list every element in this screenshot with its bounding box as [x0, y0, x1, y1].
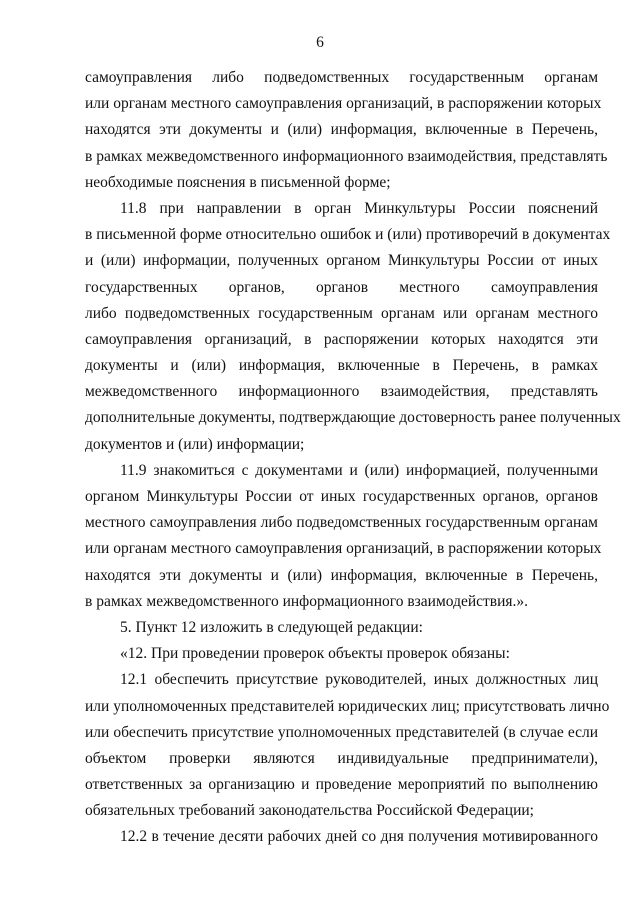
text-line: «12. При проведении проверок объекты проверок обязаны:	[120, 645, 510, 663]
text-line: 5. Пункт 12 изложить в следующей редакции:	[120, 618, 423, 636]
text-line: межведомственного информационного взаимодействия, представлять	[85, 383, 598, 401]
text-line: или органам местного самоуправления организаций, в распоряжении которых	[85, 95, 602, 113]
text-line: документы и (или) информация, включенные в Перечень, в рамках	[85, 357, 598, 375]
text-line: органом Минкультуры России от иных государственных органов, органов	[85, 488, 598, 505]
text-line: обязательных требований законодательства Российской Федерации;	[85, 802, 534, 820]
text-line: находятся эти документы и (или) информация, включенные в Перечень,	[85, 566, 598, 584]
text-line: и (или) информации, полученных органом Минкультуры России от иных	[85, 252, 598, 270]
text-line: в рамках межведомственного информационного взаимодействия.».	[85, 592, 529, 610]
text-line: или обеспечить присутствие уполномоченных представителей (в случае если	[85, 723, 598, 741]
text-line: или уполномоченных представителей юридических лиц; присутствовать лично	[85, 697, 610, 715]
document-body	[85, 65, 621, 851]
text-line: самоуправления организаций, в распоряжении которых находятся эти	[85, 330, 598, 348]
text-line: в письменной форме относительно ошибок и (или) противоречий в документах	[85, 226, 611, 244]
text-line: 11.9 знакомиться с документами и (или) информацией, полученными	[120, 461, 598, 479]
text-line: ответственных за организацию и проведение мероприятий по выполнению	[85, 776, 598, 794]
text-line: 12.2 в течение десяти рабочих дней со дня получения мотивированного	[120, 828, 598, 846]
text-line: 12.1 обеспечить присутствие руководителей, иных должностных лиц	[120, 671, 598, 689]
text-line: документов и (или) информации;	[85, 435, 305, 453]
page-number: 6	[316, 34, 324, 51]
text-line: объектом проверки являются индивидуальные предприниматели),	[85, 749, 598, 767]
text-line: самоуправления либо подведомственных государственным органам	[85, 69, 598, 86]
text-line: в рамках межведомственного информационного взаимодействия, представлять	[85, 147, 608, 165]
text-line: находятся эти документы и (или) информация, включенные в Перечень,	[85, 121, 598, 139]
text-line: или органам местного самоуправления организаций, в распоряжении которых	[85, 540, 602, 558]
text-line: необходимые пояснения в письменной форме;	[85, 173, 391, 191]
text-line: дополнительные документы, подтверждающие достоверность ранее полученных	[85, 409, 621, 427]
text-line: 11.8 при направлении в орган Минкультуры России пояснений	[120, 199, 598, 217]
text-line: либо подведомственных государственным органам или органам местного	[85, 304, 598, 322]
text-line: государственных органов, органов местного самоуправления	[85, 278, 598, 296]
text-line: местного самоуправления либо подведомственных государственным органам	[85, 514, 598, 532]
